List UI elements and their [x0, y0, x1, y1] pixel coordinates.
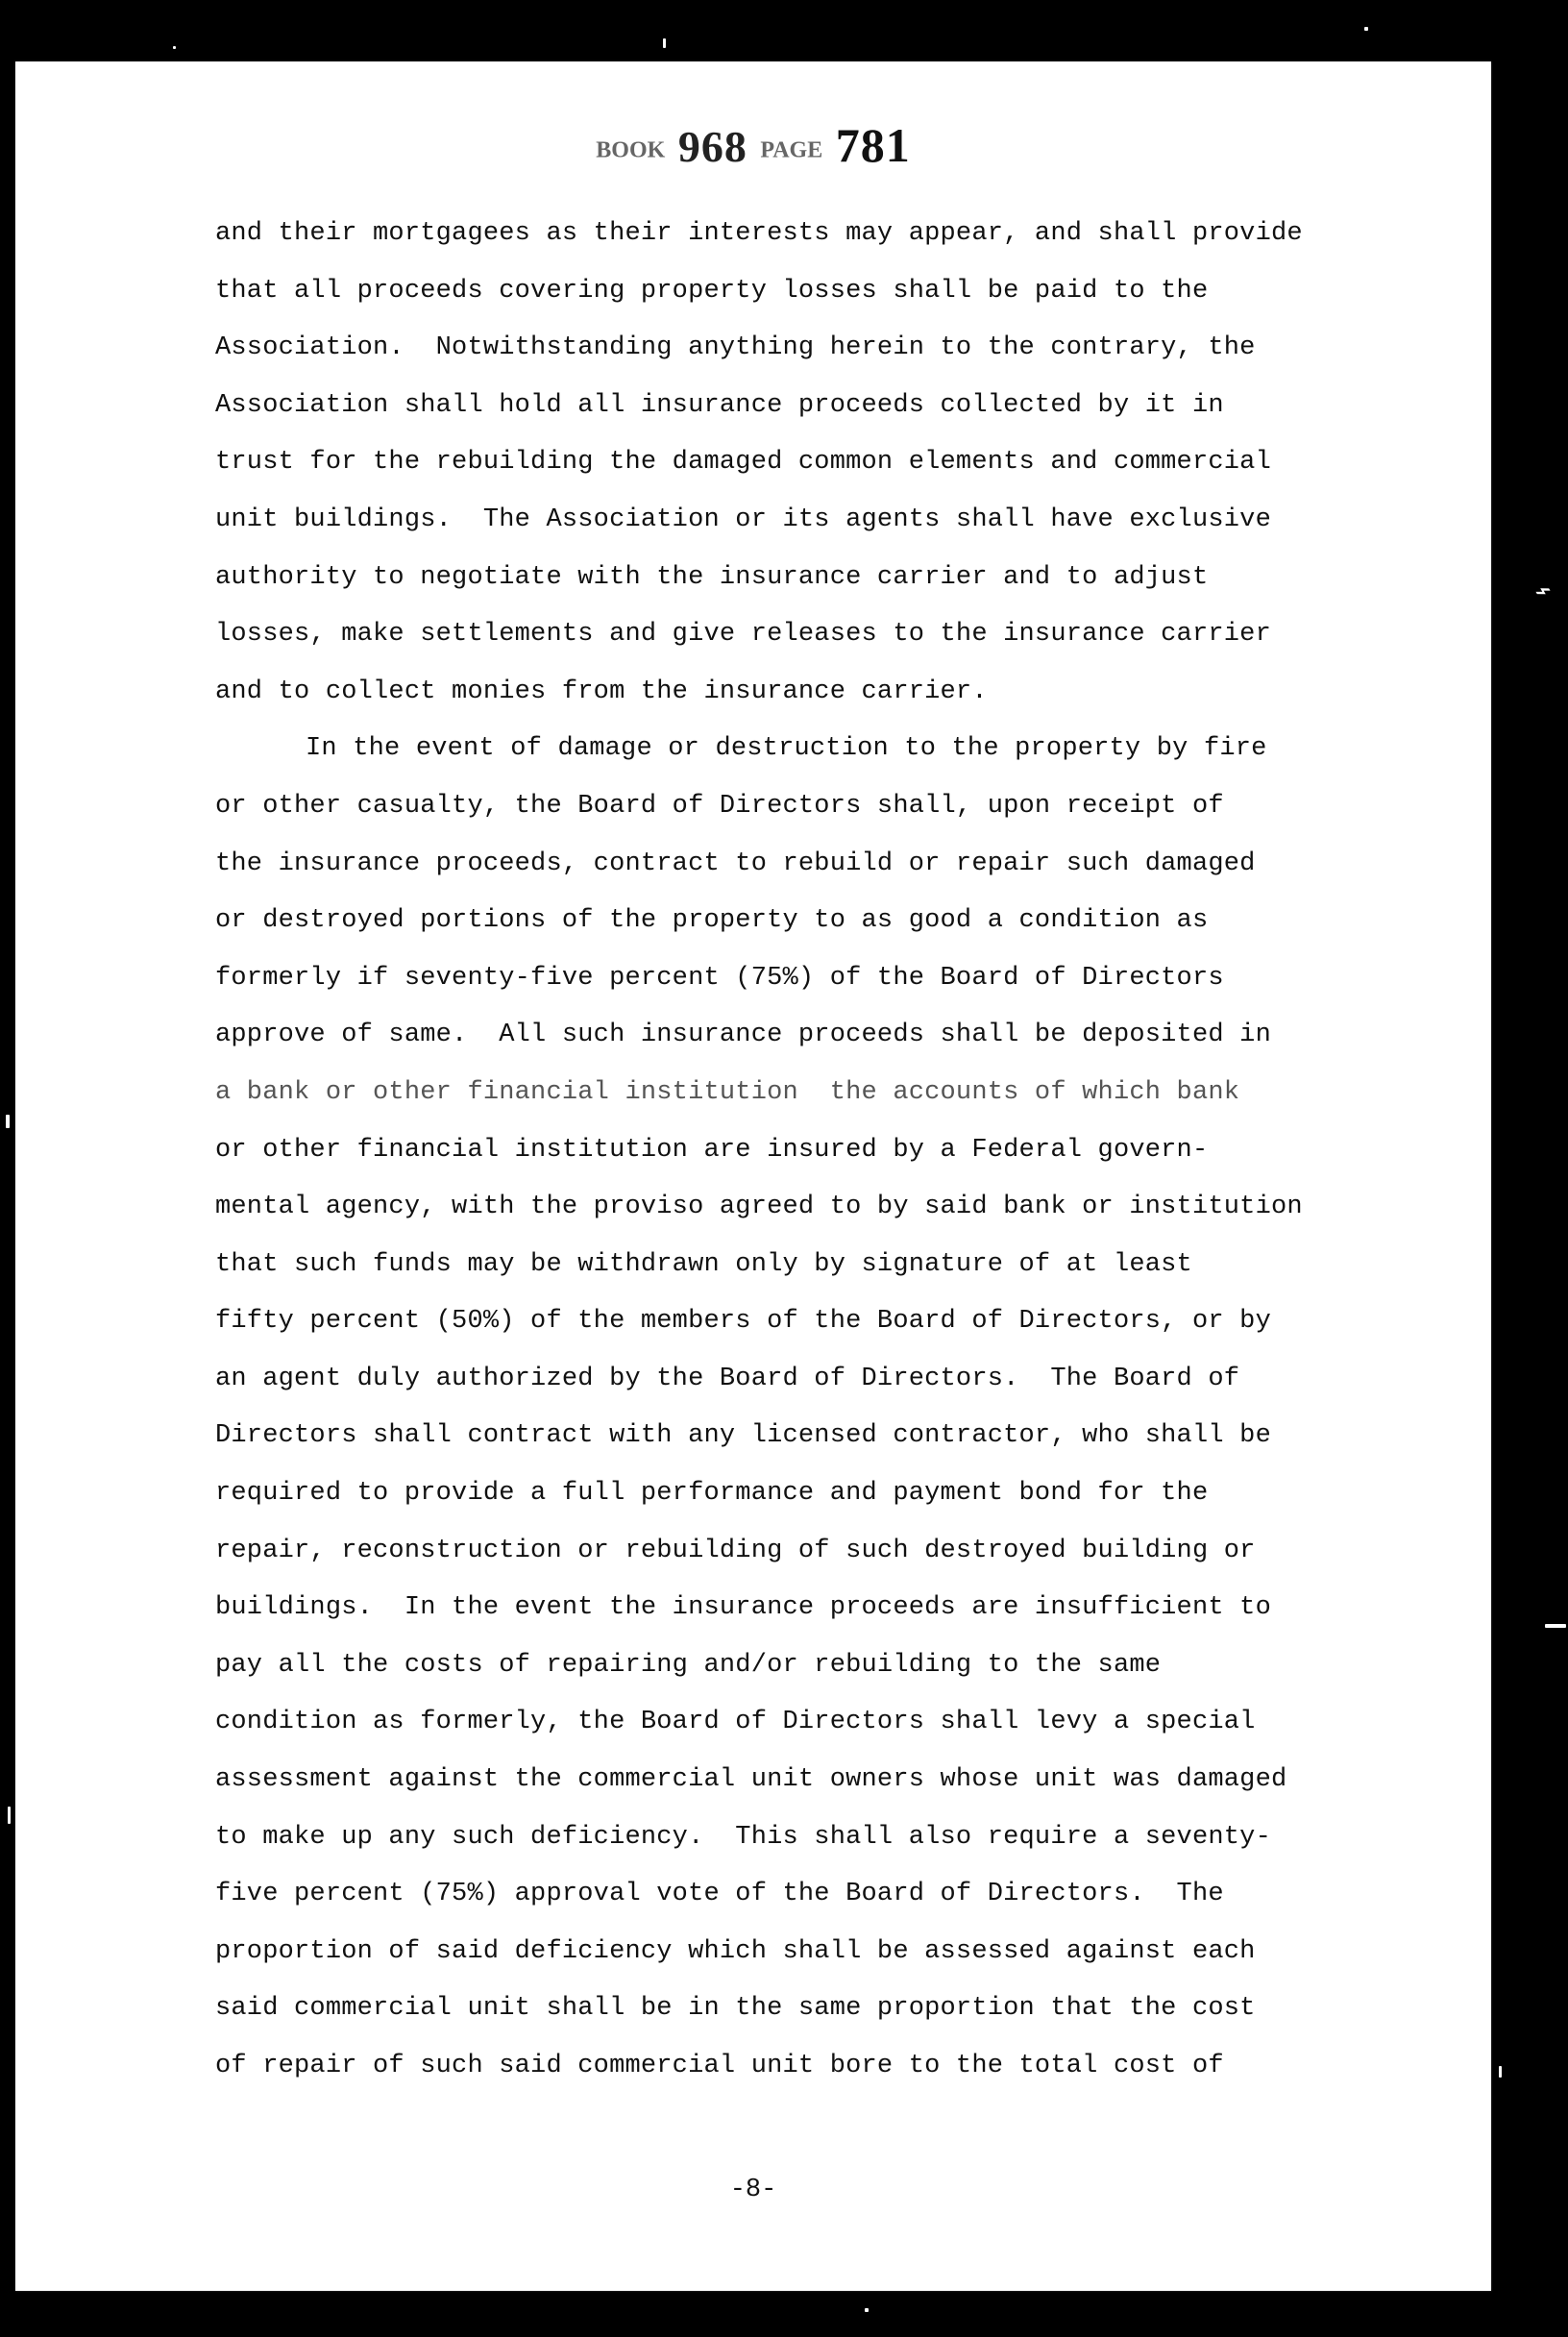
text-line: and to collect monies from the insurance carrier.: [215, 676, 988, 706]
text-line: authority to negotiate with the insurance carrier and to adjust: [215, 562, 1209, 592]
document-body: [215, 206, 1464, 2096]
text-line: losses, make settlements and give releases to the insurance carrier: [215, 620, 1271, 650]
text-line: that such funds may be withdrawn only by signature of at least: [215, 1249, 1192, 1279]
text-line: Directors shall contract with any licensed contractor, who shall be: [215, 1421, 1271, 1451]
text-line: or destroyed portions of the property to as good a condition as: [215, 906, 1209, 936]
paragraph-start-line: In the event of damage or destruction to the property by fire: [306, 734, 1267, 764]
text-line: and their mortgagees as their interests may appear, and shall provide: [215, 219, 1303, 248]
text-line: assessment against the commercial unit owners whose unit was damaged: [215, 1765, 1287, 1795]
text-line: Association shall hold all insurance proceeds collected by it in: [215, 390, 1224, 420]
text-line: that all proceeds covering property losses shall be paid to the: [215, 276, 1209, 306]
margin-pen-mark: ⌁: [1530, 576, 1559, 610]
text-line: to make up any such deficiency. This shall also require a seventy-: [215, 1822, 1271, 1852]
text-line: said commercial unit shall be in the same proportion that the cost: [215, 1994, 1256, 2024]
text-line: a bank or other financial institution the accounts of which bank: [215, 1077, 1240, 1107]
text-line: trust for the rebuilding the damaged common elements and commercial: [215, 448, 1271, 478]
text-line: mental agency, with the proviso agreed to by said bank or institution: [215, 1193, 1303, 1222]
text-line: of repair of such said commercial unit bore to the total cost of: [215, 2052, 1224, 2080]
stamp-book-number: 968: [677, 122, 747, 171]
text-line: or other casualty, the Board of Directors shall, upon receipt of: [215, 791, 1224, 821]
text-line: approve of same. All such insurance proceeds shall be deposited in: [215, 1021, 1271, 1050]
page-number: -8-: [729, 2176, 777, 2204]
text-line: the insurance proceeds, contract to rebuild or repair such damaged: [215, 849, 1256, 878]
text-line: required to provide a full performance and payment bond for the: [215, 1479, 1209, 1509]
text-line: formerly if seventy-five percent (75%) of the Board of Directors: [215, 963, 1224, 993]
text-line: repair, reconstruction or rebuilding of such destroyed building or: [215, 1536, 1256, 1565]
text-line: pay all the costs of repairing and/or rebuilding to the same: [215, 1650, 1162, 1680]
text-line: proportion of said deficiency which shall be assessed against each: [215, 1936, 1256, 1966]
text-line: five percent (75%) approval vote of the Board of Directors. The: [215, 1880, 1224, 1909]
text-line: an agent duly authorized by the Board of Directors. The Board of: [215, 1364, 1240, 1393]
stamp-page-number: 781: [835, 118, 911, 172]
document-page: [15, 62, 1491, 2291]
text-line: fifty percent (50%) of the members of the Board of Directors, or by: [215, 1307, 1271, 1337]
text-line: condition as formerly, the Board of Directors shall levy a special: [215, 1708, 1256, 1737]
stamp-book-label: BOOK: [596, 137, 666, 163]
stamp-page-label: PAGE: [760, 137, 823, 163]
text-line: buildings. In the event the insurance proceeds are insufficient to: [215, 1593, 1271, 1623]
text-line: Association. Notwithstanding anything herein to the contrary, the: [215, 333, 1256, 363]
text-line: or other financial institution are insured by a Federal govern-: [215, 1135, 1209, 1165]
book-page-stamp: [15, 118, 1491, 172]
text-line: unit buildings. The Association or its agents shall have exclusive: [215, 504, 1271, 534]
